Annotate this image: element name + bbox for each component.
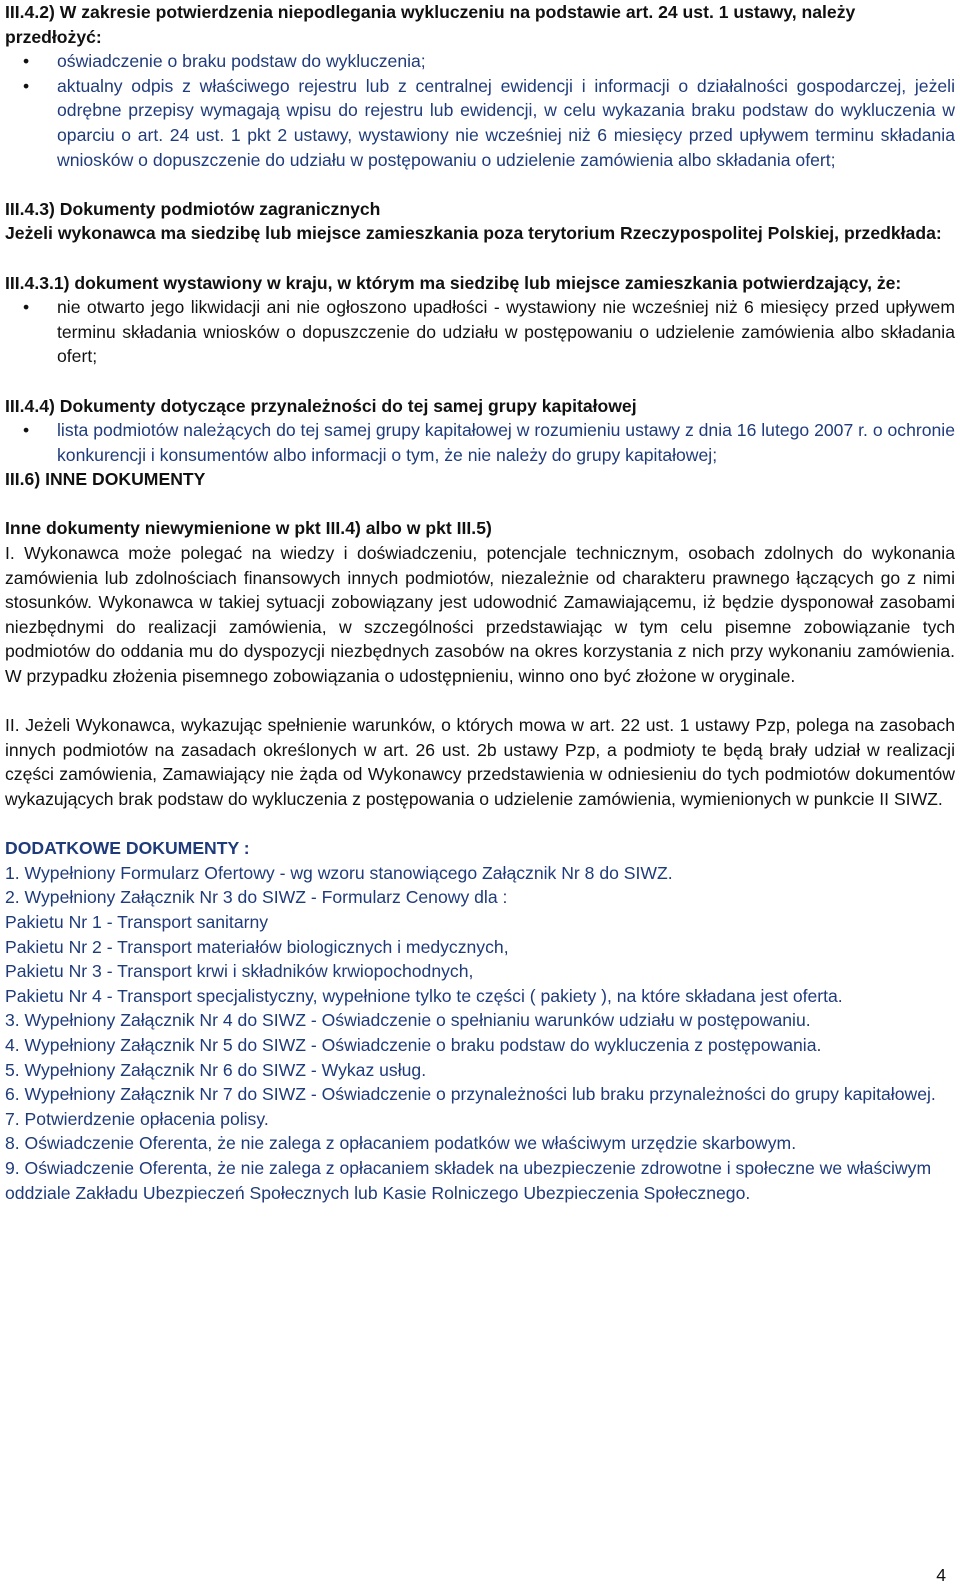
section-subheading-iii-6: Inne dokumenty niewymienione w pkt III.4) albo w pkt III.5) <box>5 518 492 539</box>
list-item: • nie otwarto jego likwidacji ani nie ogłoszono upadłości - wystawiony nie wcześniej niż 6 miesięcy przed upływem terminu składania wniosków o dopuszczenie do udziału w postępowaniu o udzielenie zamówienia albo składania ofert; <box>23 297 955 367</box>
list-item: 5. Wypełniony Załącznik Nr 6 do SIWZ - Wykaz usług. <box>5 1059 427 1080</box>
section-heading-iii-4-4: III.4.4) Dokumenty dotyczące przynależności do tej samej grupy kapitałowej <box>5 395 637 416</box>
section-subheading-iii-4-3: Jeżeli wykonawca ma siedzibę lub miejsce zamieszkania poza terytorium Rzeczypospolitej Polskiej, przedkłada: <box>5 223 942 244</box>
section-heading-iii-4-3: III.4.3) Dokumenty podmiotów zagranicznych <box>5 198 381 219</box>
paragraph-i: I. Wykonawca może polegać na wiedzy i doświadczeniu, potencjale technicznym, osobach zdolnych do wykonania zamówienia lub zdolnościach finansowych innych podmiotów, niezależnie od charakteru prawnego łączących go z nimi stosunków. Wykonawca w takiej sytuacji zobowiązany jest udowodnić Zamawiającemu, iż będzie dysponował zasobami niezbędnymi do realizacji zamówienia, w szczególności przedstawiając w tym celu pisemne zobowiązanie tych podmiotów do oddania mu do dyspozycji niezbędnych zasobów na okres korzystania z nich przy wykonaniu zamówienia. W przypadku złożenia pisemnego zobowiązania o udostępnieniu, winno ono być złożone w oryginale. <box>5 543 955 687</box>
list-item: Pakietu Nr 4 - Transport specjalistyczny, wypełnione tylko te części ( pakiety ), na które składana jest oferta. <box>5 985 843 1006</box>
list-item: 7. Potwierdzenie opłacenia polisy. <box>5 1108 269 1129</box>
list-item: 3. Wypełniony Załącznik Nr 4 do SIWZ - Oświadczenie o spełnianiu warunków udziału w postępowaniu. <box>5 1010 811 1031</box>
list-item: 6. Wypełniony Załącznik Nr 7 do SIWZ - Oświadczenie o przynależności lub braku przynależności do grupy kapitałowej. <box>5 1084 936 1105</box>
document-page <box>5 0 955 1205</box>
paragraph-ii: II. Jeżeli Wykonawca, wykazując spełnienie warunków, o których mowa w art. 22 ust. 1 ustawy Pzp, polega na zasobach innych podmiotów na zasadach określonych w art. 26 ust. 2b ustawy Pzp, a podmioty te będą brały udział w realizacji części zamówienia, Zamawiający nie żąda od Wykonawcy przedstawienia w odniesieniu do tych podmiotów dokumentów wykazujących brak podstaw do wykluczenia z postępowania o udzielenie zamówienia, wymienionych w punkcie II SIWZ. <box>5 715 955 809</box>
page-number: 4 <box>936 1565 946 1586</box>
list-item: Pakietu Nr 1 - Transport sanitarny <box>5 911 269 932</box>
bullet-icon: • <box>23 297 30 318</box>
bullet-list-iii-4-2 <box>5 49 955 172</box>
list-item: • oświadczenie o braku podstaw do wykluczenia; <box>5 49 955 74</box>
list-item: 8. Oświadczenie Oferenta, że nie zalega z opłacaniem podatków we właściwym urzędzie skarbowym. <box>5 1133 797 1154</box>
list-item: 4. Wypełniony Załącznik Nr 5 do SIWZ - Oświadczenie o braku podstaw do wykluczenia z postępowania. <box>5 1034 822 1055</box>
bullet-icon: • <box>23 420 30 441</box>
section-heading-iii-6: III.6) INNE DOKUMENTY <box>5 469 206 490</box>
list-item: 1. Wypełniony Formularz Ofertowy - wg wzoru stanowiącego Załącznik Nr 8 do SIWZ. <box>5 862 673 883</box>
list-item: 9. Oświadczenie Oferenta, że nie zalega z opłacaniem składek na ubezpieczenie zdrowotne i społeczne we właściwym oddziale Zakładu Ubezpieczeń Społecznych lub Kasie Rolniczego Ubezpieczenia Społecznego. <box>5 1157 932 1203</box>
list-item: • aktualny odpis z właściwego rejestru lub z centralnej ewidencji i informacji o działalności gospodarczej, jeżeli odrębne przepisy wymagają wpisu do rejestru lub ewidencji, w celu wykazania braku podstaw do wykluczenia w oparciu o art. 24 ust. 1 pkt 2 ustawy, wystawiony nie wcześniej niż 6 miesięcy przed upływem terminu składania wniosków o dopuszczenie do udziału w postępowaniu o udzielenie zamówienia albo składania ofert; <box>23 75 955 170</box>
list-item: • lista podmiotów należących do tej samej grupy kapitałowej w rozumieniu ustawy z dnia 16 lutego 2007 r. o ochronie konkurencji i konsumentów albo informacji o tym, że nie należy do grupy kapitałowej; <box>23 420 955 465</box>
list-item: 2. Wypełniony Załącznik Nr 3 do SIWZ - Formularz Cenowy dla : <box>5 887 508 908</box>
bullet-list-iii-4-3-1 <box>5 295 955 369</box>
bullet-list-iii-4-4 <box>5 418 955 467</box>
list-item: Pakietu Nr 3 - Transport krwi i składników krwiopochodnych, <box>5 961 474 982</box>
extra-documents-list <box>5 861 955 1205</box>
section-heading-iii-4-3-1: III.4.3.1) dokument wystawiony w kraju, w którym ma siedzibę lub miejsce zamieszkania potwierdzający, że: <box>5 272 902 293</box>
bullet-icon: • <box>23 75 30 96</box>
bullet-icon: • <box>23 51 30 72</box>
list-item: Pakietu Nr 2 - Transport materiałów biologicznych i medycznych, <box>5 936 509 957</box>
section-heading-iii-4-2: III.4.2) W zakresie potwierdzenia niepodlegania wykluczeniu na podstawie art. 24 ust. 1 ustawy, należy przedłożyć: <box>5 2 856 47</box>
extra-documents-heading: DODATKOWE DOKUMENTY : <box>5 838 250 859</box>
